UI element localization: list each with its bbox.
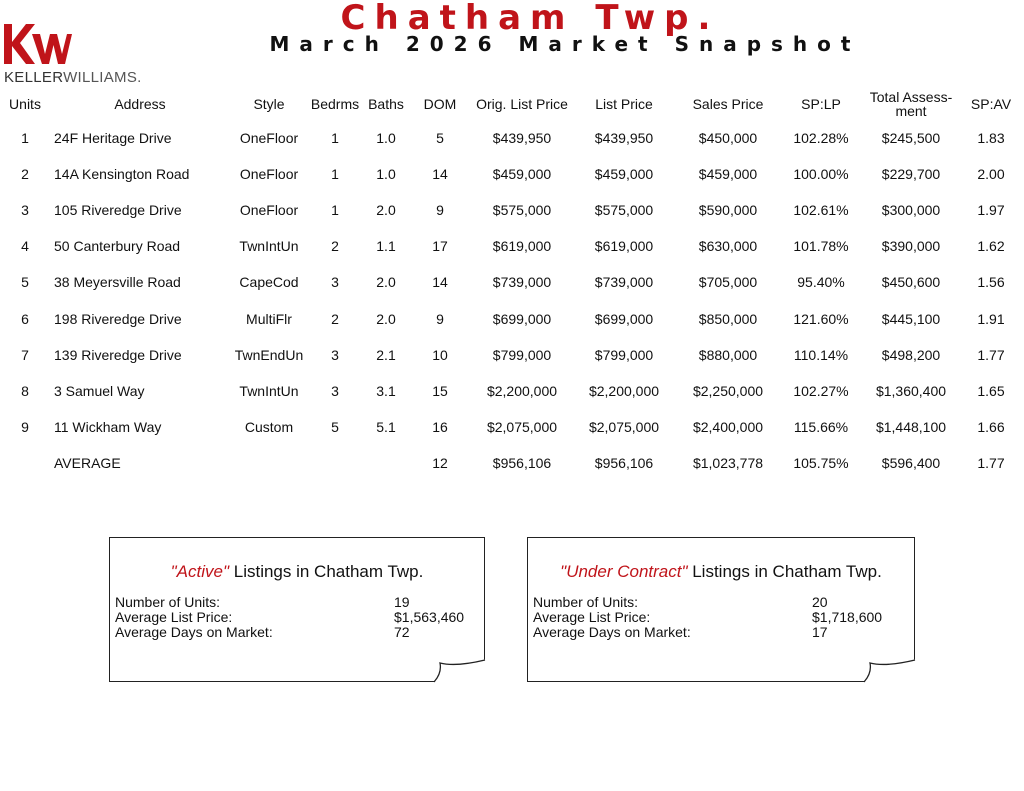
header-sales-price: Sales Price	[692, 96, 764, 112]
cell-address: 24F Heritage Drive	[54, 130, 172, 147]
cell-bedrms: 1	[331, 202, 339, 219]
cell-bedrms: 1	[331, 166, 339, 183]
under-contract-title: "Under Contract" Listings in Chatham Twp.	[560, 562, 882, 581]
cell-baths: 2.0	[376, 310, 396, 327]
cell-sp-lp: 102.28%	[793, 130, 849, 147]
page-title: Chatham Twp.	[340, 0, 720, 38]
under-contract-dom-label: Average Days on Market:	[533, 624, 691, 640]
cell-sales-price: $705,000	[698, 274, 758, 291]
cell-sp-lp: 121.60%	[793, 310, 849, 327]
under-contract-units-value: 20	[812, 594, 828, 610]
cell-baths: 1.0	[376, 130, 396, 147]
cell-baths: 1.0	[376, 166, 396, 183]
cell-total-assessment: $390,000	[881, 238, 941, 255]
cell-orig-list-price: $575,000	[492, 202, 552, 219]
cell-address: 105 Riveredge Drive	[54, 202, 182, 219]
cell-list-price: $699,000	[594, 310, 654, 327]
average-dom: 12	[432, 454, 448, 471]
table-row	[0, 300, 1020, 336]
under-contract-listings-box	[527, 537, 915, 682]
table-row	[0, 337, 1020, 373]
cell-sp-av: 1.83	[977, 130, 1005, 147]
table-row	[0, 156, 1020, 192]
average-orig-list-price: $956,106	[492, 454, 552, 471]
average-label: AVERAGE	[54, 454, 121, 471]
cell-baths: 1.1	[376, 238, 396, 255]
cell-list-price: $575,000	[594, 202, 654, 219]
cell-total-assessment: $1,360,400	[875, 382, 947, 399]
cell-bedrms: 2	[331, 310, 339, 327]
cell-list-price: $619,000	[594, 238, 654, 255]
header-bedrms: Bedrms	[310, 96, 360, 112]
cell-bedrms	[308, 445, 362, 481]
cell-sales-price: $850,000	[698, 310, 758, 327]
cell-style: OneFloor	[239, 202, 299, 219]
cell-unit: 6	[21, 310, 29, 327]
cell-bedrms: 1	[331, 130, 339, 147]
cell-style: TwnEndUn	[234, 346, 304, 363]
cell-sp-av: 1.56	[977, 274, 1005, 291]
cell-dom: 9	[436, 202, 444, 219]
table-row	[0, 264, 1020, 300]
kw-logo-icon	[2, 20, 72, 68]
average-total-assessment: $596,400	[881, 454, 941, 471]
cell-style: TwnIntUn	[239, 382, 299, 399]
cell-sp-av: 1.91	[977, 310, 1005, 327]
cell-orig-list-price: $459,000	[492, 166, 552, 183]
cell-sp-av: 1.97	[977, 202, 1005, 219]
cell-sales-price: $880,000	[698, 346, 758, 363]
header-total-assessment: Total Assess- ment	[869, 89, 953, 119]
cell-sp-av: 2.00	[977, 166, 1005, 183]
cell-dom: 5	[436, 130, 444, 147]
cell-style: MultiFlr	[246, 310, 292, 327]
cell-unit: 1	[21, 130, 29, 147]
cell-baths	[362, 445, 410, 481]
average-row	[0, 445, 1020, 481]
cell-sp-lp: 101.78%	[793, 238, 849, 255]
cell-style: OneFloor	[239, 130, 299, 147]
header-sp-lp: SP:LP	[801, 96, 841, 112]
cell-baths: 2.0	[376, 202, 396, 219]
cell-baths: 3.1	[376, 382, 396, 399]
cell-style: TwnIntUn	[239, 238, 299, 255]
table-row	[0, 192, 1020, 228]
cell-unit: 8	[21, 382, 29, 399]
cell-unit: 5	[21, 274, 29, 291]
cell-style: OneFloor	[239, 166, 299, 183]
cell-bedrms: 3	[331, 346, 339, 363]
page-curl-icon	[864, 659, 916, 683]
cell-sp-lp: 115.66%	[793, 418, 849, 435]
cell-total-assessment: $445,100	[881, 310, 941, 327]
cell-unit	[0, 445, 50, 481]
cell-sp-lp: 110.14%	[793, 346, 849, 363]
cell-orig-list-price: $439,950	[492, 130, 552, 147]
header-sp-av: SP:AV	[970, 96, 1012, 112]
cell-sales-price: $2,400,000	[692, 418, 764, 435]
header-style: Style	[253, 96, 285, 112]
cell-sp-lp: 95.40%	[797, 274, 845, 291]
cell-sp-lp: 102.27%	[793, 382, 849, 399]
cell-dom: 9	[436, 310, 444, 327]
average-sales-price: $1,023,778	[692, 454, 764, 471]
cell-total-assessment: $1,448,100	[875, 418, 947, 435]
cell-orig-list-price: $739,000	[492, 274, 552, 291]
logo-brand-text: KELLERWILLIAMS.	[4, 69, 142, 86]
cell-dom: 17	[432, 238, 448, 255]
cell-total-assessment: $498,200	[881, 346, 941, 363]
cell-unit: 9	[21, 418, 29, 435]
cell-address: 50 Canterbury Road	[54, 238, 181, 255]
cell-dom: 15	[432, 382, 448, 399]
cell-address: 139 Riveredge Drive	[54, 346, 182, 363]
cell-unit: 4	[21, 238, 29, 255]
cell-baths: 2.0	[376, 274, 396, 291]
cell-total-assessment: $450,600	[881, 274, 941, 291]
active-price-value: $1,563,460	[394, 609, 465, 625]
cell-sales-price: $590,000	[698, 202, 758, 219]
cell-dom: 14	[432, 274, 448, 291]
table-header-row	[0, 88, 1020, 120]
page-curl-icon	[434, 659, 486, 683]
active-units-value: 19	[394, 594, 410, 610]
cell-address: 38 Meyersville Road	[54, 274, 181, 291]
cell-sp-lp: 102.61%	[793, 202, 849, 219]
cell-unit: 3	[21, 202, 29, 219]
cell-total-assessment: $300,000	[881, 202, 941, 219]
table-row	[0, 228, 1020, 264]
keller-williams-logo	[2, 20, 147, 88]
cell-sales-price: $630,000	[698, 238, 758, 255]
cell-total-assessment: $229,700	[881, 166, 941, 183]
cell-address: 198 Riveredge Drive	[54, 310, 182, 327]
average-sp-lp: 105.75%	[793, 454, 849, 471]
active-listings-title: "Active" Listings in Chatham Twp.	[170, 562, 424, 581]
cell-style: Custom	[244, 418, 294, 435]
cell-address: 11 Wickham Way	[54, 418, 162, 435]
cell-list-price: $739,000	[594, 274, 654, 291]
active-dom-label: Average Days on Market:	[115, 624, 273, 640]
active-price-label: Average List Price:	[115, 609, 233, 625]
active-dom-value: 72	[394, 624, 410, 640]
cell-baths: 2.1	[376, 346, 396, 363]
cell-sp-av: 1.77	[977, 346, 1005, 363]
cell-bedrms: 2	[331, 238, 339, 255]
cell-orig-list-price: $799,000	[492, 346, 552, 363]
cell-list-price: $439,950	[594, 130, 654, 147]
cell-bedrms: 3	[331, 382, 339, 399]
cell-baths: 5.1	[376, 418, 396, 435]
sales-table	[0, 88, 1020, 481]
cell-orig-list-price: $2,075,000	[486, 418, 558, 435]
cell-orig-list-price: $2,200,000	[486, 382, 558, 399]
cell-list-price: $799,000	[594, 346, 654, 363]
header-baths: Baths	[368, 96, 404, 112]
header-units: Units	[9, 96, 41, 112]
cell-unit: 2	[21, 166, 29, 183]
cell-sales-price: $459,000	[698, 166, 758, 183]
cell-address: 3 Samuel Way	[54, 382, 145, 399]
cell-unit: 7	[21, 346, 29, 363]
active-units-label: Number of Units:	[115, 594, 221, 610]
table-row	[0, 409, 1020, 445]
active-listings-box	[109, 537, 485, 682]
header-list-price: List Price	[595, 96, 653, 112]
cell-list-price: $2,200,000	[588, 382, 660, 399]
cell-dom: 10	[432, 346, 448, 363]
cell-sp-av: 1.62	[977, 238, 1005, 255]
cell-sp-av: 1.66	[977, 418, 1005, 435]
cell-sales-price: $2,250,000	[692, 382, 764, 399]
cell-dom: 14	[432, 166, 448, 183]
cell-list-price: $2,075,000	[588, 418, 660, 435]
cell-dom: 16	[432, 418, 448, 435]
cell-address: 14A Kensington Road	[54, 166, 190, 183]
cell-list-price: $459,000	[594, 166, 654, 183]
under-contract-price-value: $1,718,600	[812, 609, 883, 625]
under-contract-price-label: Average List Price:	[533, 609, 651, 625]
under-contract-dom-value: 17	[812, 624, 828, 640]
under-contract-units-label: Number of Units:	[533, 594, 639, 610]
page-subtitle: March 2026 Market Snapshot	[269, 32, 861, 56]
table-row	[0, 373, 1020, 409]
cell-sp-av: 1.65	[977, 382, 1005, 399]
cell-total-assessment: $245,500	[881, 130, 941, 147]
cell-bedrms: 5	[331, 418, 339, 435]
header-address: Address	[114, 96, 166, 112]
cell-orig-list-price: $699,000	[492, 310, 552, 327]
cell-orig-list-price: $619,000	[492, 238, 552, 255]
cell-sales-price: $450,000	[698, 130, 758, 147]
cell-style: CapeCod	[239, 274, 299, 291]
cell-style	[230, 445, 308, 481]
cell-sp-lp: 100.00%	[793, 166, 849, 183]
average-sp-av: 1.77	[977, 454, 1005, 471]
table-row	[0, 120, 1020, 156]
average-list-price: $956,106	[594, 454, 654, 471]
header-orig-list-price: Orig. List Price	[476, 96, 568, 112]
cell-bedrms: 3	[331, 274, 339, 291]
header-dom: DOM	[423, 96, 457, 112]
